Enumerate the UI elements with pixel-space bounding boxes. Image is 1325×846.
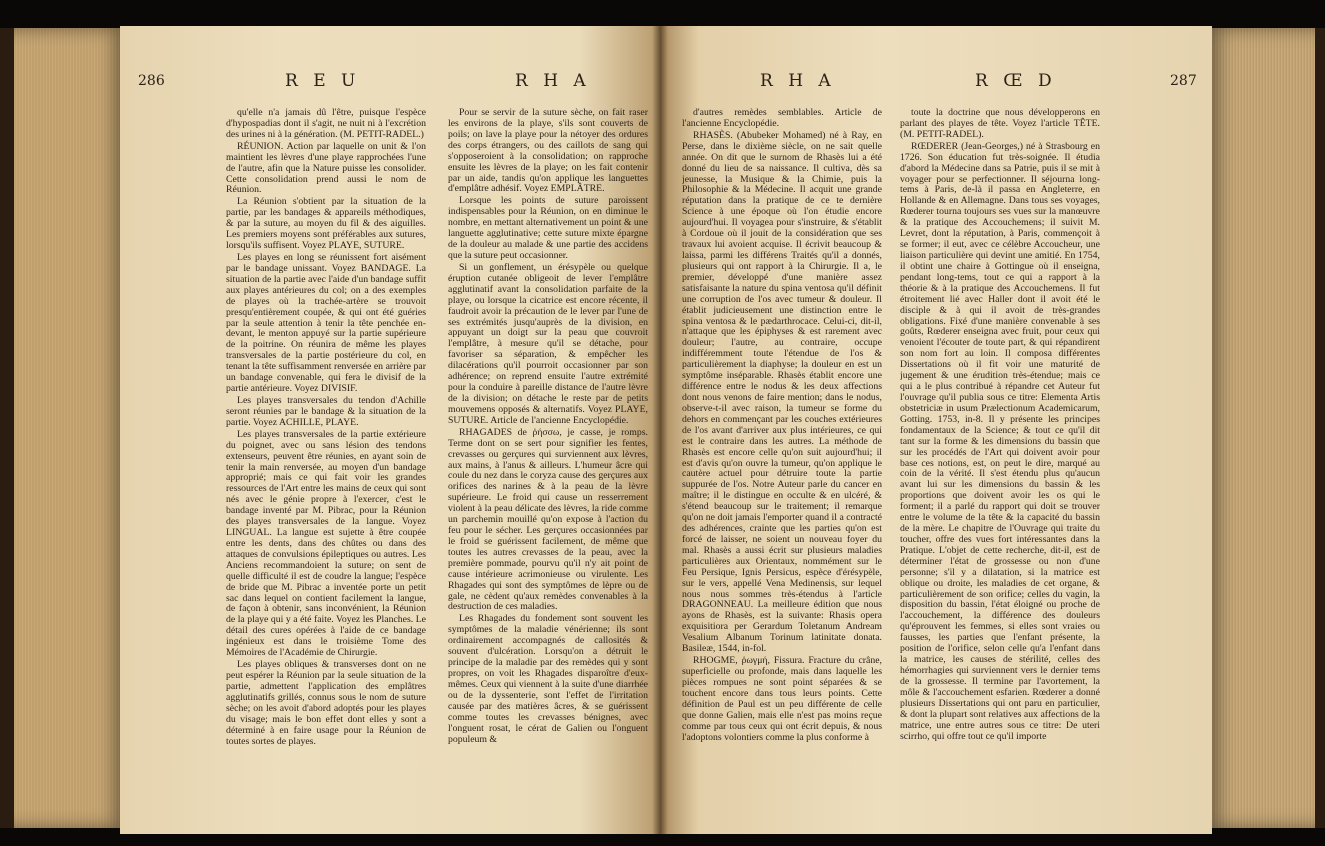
paragraph: RHOGME, ῥωγμή, Fissura. Fracture du crâne, superficielle ou profonde, mais dans laquelle les pièces rompues ne sont point séparées & se touchent encore dans tous leurs points. Cette définition de Paul est un peu différente de celle que donne Galien, mais elle n'est pas moins reçue comme par tous ceux qui ont écrit depuis, & nous l'adoptons volontiers comme la plus conforme à (682, 655, 882, 743)
text-column-1 (682, 108, 882, 748)
paragraph: RHASÈS. (Abubeker Mohamed) né à Ray, en Perse, dans le dixième siècle, on ne sait quelle année. On dit que le surnom de Rhasès lui a été donné du lieu de sa naissance. Il cultiva, dès sa jeunesse, la Musique & la Chimie, puis la Philosophie & la Médecine. Il acquit une grande réputation dans la pratique de ce te dernière Science à une époque où l'on étudie encore aujourd'hui. Il voyagea pour s'instruire, & s'établit à Cordoue où il jouit de la considération que ses travaux lui avoient acquise. Il écrivit beaucoup & laissa, parmi les différens Traités qu'il a donnés, plusieurs qui ont rapport à la Chirurgie. Il a, le premier, développé d'une manière assez satisfaisante la nature du spina ventosa qu'il définit une corruption de l'os avec tumeur & douleur. Il établit judicieusement une distinction entre le spina ventosa & le pædarthrocace. Celui-ci, dit-il, n'attaque que les épiphyses & est rarement avec douleur; l'autre, au contraire, occupe indifféremment toute l'étendue de l'os & particulièrement la diaphyse; la douleur en est un symptôme inséparable. Rhasès établit encore une différence entre le nodus & les deux affections dont nous venons de faire mention; dans le nodus, observe-t-il avec raison, la tumeur se forme du dehors en commençant par les couches extérieures de l'os avant d'arriver aux plus intérieures, ce qui est le contraire dans les autres. La méthode de Rhasès est encore celle qu'on suit aujourd'hui; il est d'avis qu'on ouvre la tumeur, qu'on applique le cautère actuel pour détruire toute la partie suppurée de l'os. Notre Auteur parle du cancer en maître; il le distingue en occulte & en ulcéré, & s'étend beaucoup sur le traitement; il remarque qu'on ne doit jamais l'emporter quand il a contracté des adhérences, crainte que les parties qu'on est forcé de laisser, ne soient un nouveau foyer du mal. Rhasès a aussi écrit sur plusieurs maladies particulières aux Orientaux, nommément sur le Feu Persique, Ignis Persicus, espèce d'érésypèle, sur le vers, appellé Vena Medinensis, sur lequel nous nous sommes très-étendus à l'article DRAGONNEAU. La meilleure édition que nous ayons de Rhasès, est la suivante: Rhasis opera exquisitiora per Gerardum Toletanum Andream Vesalium Albanum Torinum latinitate donata. Basileæ, 1544, in-fol. (682, 129, 882, 655)
paragraph: toute la doctrine que nous développerons en parlant des playes de tête. Voyez l'article TÊTE. (M. PETIT-RADEL). (900, 108, 1100, 140)
page-number: 287 (1170, 73, 1197, 89)
paragraph: qu'elle n'a jamais dû l'être, puisque l'espèce d'hypospadias dont il s'agit, ne nuit ni à l'excrétion des urines ni à la génération. (M. PETIT-RADEL.) (226, 108, 426, 140)
headword-right: R Œ D (975, 71, 1057, 91)
paragraph: RÉUNION. Action par laquelle on unit & l'on maintient les lèvres d'une playe rapprochées l'une de l'autre, afin que la Nature puisse les consolider. Cette consolidation prend aussi le nom de Réunion. (226, 140, 426, 196)
paragraph: RHAGADES de ῥήσσω, je casse, je romps. Terme dont on se sert pour signifier les fentes, crevasses ou gerçures qui surviennent aux lèvres, aux mains, à l'anus & ailleurs. L'humeur âcre qui coule du nez dans le coryza cause des gerçures aux orifices des narines & à la peau de la lèvre supérieure. Le froid qui cause un resserrement violent à la peau délicate des lèvres, la ride comme un parchemin mouillé qu'on expose à l'action du feu pour le sécher. Les gerçures occasionnées par le froid se guérissent facilement, de même que toutes les autres crevasses de la peau, avec la première pommade, pourvu qu'il n'y ait point de cause intérieure acrimonieuse ou virulente. Les Rhagades qui sont des symptômes de lèpre ou de gale, ne cèdent qu'aux remèdes convenables à la destruction de ces maladies. (448, 426, 648, 613)
headword-right: R H A (515, 71, 591, 91)
text-column-2 (900, 108, 1100, 748)
paragraph: RŒDERER (Jean-Georges,) né à Strasbourg en 1726. Son éducation fut très-soignée. Il étudia d'abord la Médecine dans sa Patrie, puis il se mit à voyager pour se perfectionner. Il séjourna long-tems à Paris, de-là il passa en Angleterre, en Hollande & en Allemagne. Dans tous ses voyages, Rœderer tourna toujours ses vues sur la manœuvre & la pratique des Accouchemens; il suivit M. Levret, dont la réputation, à Paris, commençoit à se former; il eut, avec ce célèbre Accoucheur, une liaison particulière qui devint une amitié. En 1754, il obtint une chaire à Gottingue où il enseigna, pendant long-tems, tout ce qui a rapport à la théorie & à la pratique des Accouchemens. Il fut étroitement lié avec Haller dont il avoit été le disciple & à qui il avoit de très-grandes obligations. Fixé d'une manière convenable à ses goûts, Rœderer enseigna avec fruit, pour ceux qui venoient l'écouter de toute part, & qui répandirent son nom fort au loin. Il composa différentes Dissertations où il fit voir une maturité de jugement & une érudition très-étendue; mais ce qui a le plus contribué à répandre cet Auteur fut l'ouvrage qu'il publia sous ce titre: Elementa Artis obstetriciæ in usum Prælectionum Academicarum, Gotting. 1753, in-8. Il y présente les principes fondamentaux de la Science; & tout ce qu'il dit tant sur la forme & les dimensions du bassin que sur les procédés de l'Art qui doivent avoir pour base ces notions, est, on peut le dire, marqué au coin de la vérité. Il s'est étendu plus qu'aucun avant lui sur les dimensions du bassin & les proportions que doivent avoir les os qui le forment; il a parlé du rapport qui doit se trouver entre le volume de la tête & la capacité du bassin de la mère. Le chapitre de l'Ouvrage qui traite du toucher, offre des vues fort intéressantes dans la Pratique. L'objet de cette recherche, dit-il, est de déterminer l'état de grossesse ou non d'une personne; s'il y a dilatation, si la matrice est oblique ou droite, les maladies de cet organe, & particulièrement de son orifice; celles du vagin, la disposition du bassin, l'état éloigné ou proche de l'accouchement, la différence des douleurs qu'éprouvent les femmes, si elles sont vraies ou fausses, les parties que l'enfant présente, la position de l'orifice, selon celle qu'a l'enfant dans la matrice, les causes de stérilité, celles des hémorrhagies qui surviennent vers le dernier tems de la grossesse. Il termine par l'avortement, la môle & l'accouchement esfarien. Rœderer a donné plusieurs Dissertations qui ont paru en particulier, & dont la plupart sont relatives aux affections de la matrice, une entre autres sous ce titre: De uteri scirrho, qui offre tout ce qu'il importe (900, 140, 1100, 742)
left-page-header (120, 71, 660, 93)
paragraph: La Réunion s'obtient par la situation de la partie, par les bandages & appareils méthodiques, & par la suture, au moyen du fil & des aiguilles. Les premiers moyens sont préférables aux sutures, lorsqu'ils suffisent. Voyez PLAYE, SUTURE. (226, 196, 426, 252)
right-page-edges (1208, 28, 1325, 828)
paragraph: Les playes obliques & transverses dont on ne peut espérer la Réunion par la seule situation de la partie, admettent l'application des emplâtres agglutinatifs grillés, connus sous le nom de suture sèche; on les avoit d'abord adoptés pour les playes du visage; mais le bon effet dont elles y sont a déterminé à en faire usage pour la Réunion de toutes sortes de playes. (226, 659, 426, 747)
paragraph: Lorsque les points de suture paroissent indispensables pour la Réunion, on en diminue le nombre, en mettant alternativement un point & une languette agglutinative; cette suture mixte épargne de la douleur au malade & une partie des accidens que la suture peut occasionner. (448, 195, 648, 261)
paragraph: Les playes transversales de la partie extérieure du poignet, avec ou sans lésion des tendons extenseurs, peuvent être réunies, en ayant soin de tenir la main renversée, au moyen d'un bandage approprié; mais ce qui fait voir les grandes ressources de l'Art entre les mains de ceux qui sont nés avec le génie propre à l'exercer, c'est le bandage inventé par M. Pibrac, pour la Réunion des playes transversales de la langue. Voyez LINGUAL. La langue est sujette à être coupée entre les dents, dans des chûtes ou dans des attaques de convulsions épileptiques ou autres. Les Anciens recommandoient la suture; on sent de quelle difficulté il est de coudre la langue; l'espèce de bride que M. Pibrac a inventée porte un petit sac dans lequel on contient facilement la langue, de façon à obtenir, sans inconvénient, la Réunion de la playe qui y a été faite. Voyez les Planches. Le détail des cures opérées à l'aide de ce bandage ingénieux est dans le troisième Tome des Mémoires de l'Académie de Chirurgie. (226, 428, 426, 659)
book-gutter (652, 26, 668, 834)
left-page (120, 26, 660, 834)
paragraph: Si un gonflement, un érésypèle ou quelque éruption cutanée obligeoit de lever l'emplâtre agglutinatif avant la consolidation parfaite de la playe, ou lorsque la cicatrice est encore récente, il faudroit avoir la précaution de le lever par l'une de ses extrémités jusqu'auprès de la division, en appuyant un doigt sur la peau que couvroit l'emplâtre, à mesure qu'il se détache, pour favoriser sa séparation, & empêcher les dilacérations qu'il pourroit occasionner par son adhérence; on reprend ensuite l'autre extrémité pour la conduire à pareille distance de l'autre lèvre de la division; on détache le reste par de petits mouvemens opposés & alternatifs. Voyez PLAYE, SUTURE. Article de l'ancienne Encyclopédie. (448, 261, 648, 426)
right-page-header (660, 71, 1212, 93)
left-page-edges (0, 28, 125, 828)
paragraph: Les playes en long se réunissent fort aisément par le bandage unissant. Voyez BANDAGE. La situation de la partie avec l'aide d'un bandage suffit aux playes antérieures du col; on a des exemples de playes où la trachée-artère se trouvoit presqu'entièrement coupée, & qui ont été guéries par la seule attention à tenir la tête penchée en-devant, le menton appuyé sur la partie supérieure de la poitrine. On réunira de même les playes transversales de la partie postérieure du col, en tenant la tête suffisamment renversée en arrière par un bandage convenable, qui fera le divisif de la partie antérieure. Voyez DIVISIF. (226, 251, 426, 395)
paragraph: Les Rhagades du fondement sont souvent les symptômes de la maladie vénérienne; ils sont ordinairement accompagnés de callosités & souvent d'ulcération. Lorsqu'on a détruit le principe de la maladie par des remèdes qui y sont propres, on voit les Rhagades disparoître d'eux-mêmes. Ceux qui viennent à la suite d'une diarrhée ou de la dyssenterie, sont l'effet de l'irritation causée par des matières âcres, & se guérissent comme toutes les crevasses bénignes, avec l'onguent rosat, le cérat de Galien ou l'onguent populeum & (448, 613, 648, 745)
paragraph: d'autres remèdes semblables. Article de l'ancienne Encyclopédie. (682, 108, 882, 129)
paragraph: Pour se servir de la suture sèche, on fait raser les environs de la playe, s'ils sont couverts de poils; on lave la playe pour la nétoyer des ordures des corps étrangers, ou des caillots de sang qui s'opposeroient à la consolidation; on rapproche ensuite les lèvres de la playe; on les fait contenir par un aide, tandis qu'on applique les languettes d'emplâtre adhésif. Voyez EMPLÂTRE. (448, 108, 648, 195)
text-column-2 (448, 108, 648, 748)
right-page (660, 26, 1212, 834)
text-column-1 (226, 108, 426, 748)
headword-left: R H A (760, 71, 836, 91)
page-number: 286 (138, 73, 165, 89)
paragraph: Les playes transversales du tendon d'Achille seront réunies par le bandage & la situation de la partie. Voyez ACHILLE, PLAYE. (226, 394, 426, 428)
headword-left: R E U (285, 71, 361, 91)
